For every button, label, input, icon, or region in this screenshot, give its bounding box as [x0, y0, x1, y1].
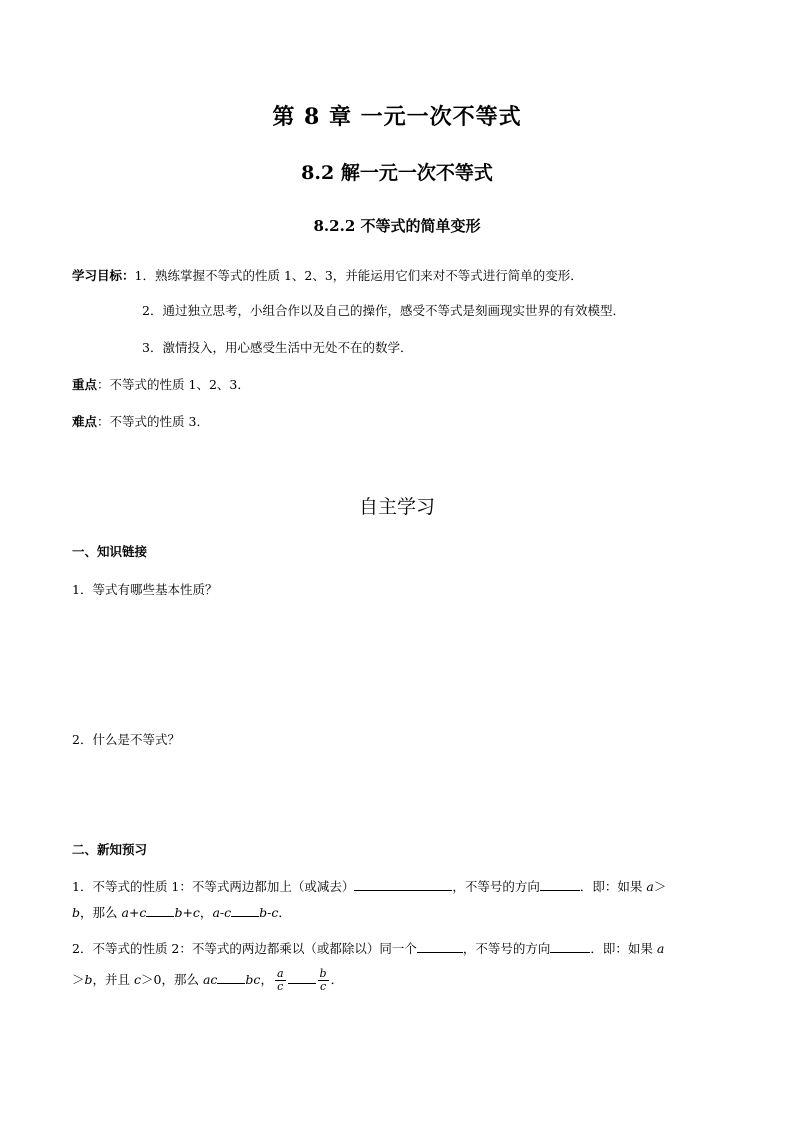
- var-b: b: [84, 972, 93, 987]
- objective-text-1: 1．熟练掌握不等式的性质 1、2、3，并能运用它们来对不等式进行简单的变形．: [134, 268, 583, 283]
- objectives-label: 学习目标：: [72, 268, 135, 283]
- property-2-line2: [72, 968, 343, 993]
- property-1-line2: [72, 904, 291, 921]
- answer-blank[interactable]: [231, 904, 259, 917]
- answer-blank[interactable]: [550, 940, 590, 953]
- fraction-b-over-c: [318, 968, 329, 993]
- self-study-title: 自主学习: [358, 496, 435, 518]
- property-1-text: ．即：如果: [579, 879, 647, 894]
- property-1-line1: [72, 878, 666, 895]
- objective-2: 2．通过独立思考，小组合作以及自己的操作，感受不等式是刻画现实世界的有效模型．: [142, 303, 625, 318]
- var-b: b: [72, 905, 81, 920]
- var-a: a: [646, 879, 654, 894]
- fraction-denominator: c: [277, 980, 284, 993]
- answer-blank[interactable]: [417, 940, 463, 953]
- section-title: 8.2 解一元一次不等式: [301, 162, 493, 184]
- answer-blank[interactable]: [354, 878, 452, 891]
- answer-blank[interactable]: [540, 878, 580, 891]
- question-1: 1．等式有哪些基本性质？: [72, 582, 218, 597]
- comma: ，: [199, 905, 213, 920]
- gt-symbol: ＞: [653, 879, 667, 894]
- property-1-text: 1．不等式的性质 1：不等式两边都加上（或减去）: [72, 879, 355, 894]
- property-2-text: ．即：如果: [590, 941, 657, 956]
- period: ．: [330, 972, 344, 987]
- fraction-denominator: c: [319, 980, 327, 993]
- property-2-text: 2．不等式的性质 2：不等式的两边都乘以（或都除以）同一个: [72, 941, 417, 956]
- fraction-numerator: b: [319, 967, 327, 980]
- difficult-point-text: ：不等式的性质 3．: [97, 414, 209, 429]
- property-2-text: ，并且: [92, 972, 135, 987]
- difficult-point: [72, 414, 209, 430]
- answer-blank[interactable]: [288, 971, 316, 984]
- expr-b-minus-c: b-c: [259, 905, 279, 920]
- comma: ，: [260, 972, 273, 987]
- answer-blank[interactable]: [146, 904, 174, 917]
- part2-heading: 二、新知预习: [72, 842, 148, 857]
- period: ．: [278, 905, 291, 920]
- fraction-a-over-c: [275, 968, 286, 993]
- var-a: a: [656, 941, 665, 956]
- chapter-title: 第 8 章 一元一次不等式: [272, 104, 522, 130]
- property-2-text: ＞0，那么: [141, 972, 203, 987]
- var-c: c: [134, 972, 142, 987]
- property-1-text: ，那么: [80, 905, 122, 920]
- key-point-text: ：不等式的性质 1、2、3．: [97, 377, 250, 392]
- objective-3: 3．激情投入，用心感受生活中无处不在的数学．: [142, 340, 413, 355]
- gt-symbol: ＞: [72, 972, 85, 987]
- property-2-line1: [72, 940, 664, 957]
- fraction-numerator: a: [276, 967, 284, 980]
- subsection-title: 8.2.2 不等式的简单变形: [313, 217, 481, 235]
- difficult-point-label: 难点: [72, 414, 98, 429]
- property-1-text: ，不等号的方向: [452, 879, 540, 894]
- key-point: [72, 377, 250, 393]
- expr-bc: bc: [245, 972, 261, 987]
- key-point-label: 重点: [72, 377, 98, 392]
- part1-heading: 一、知识链接: [72, 544, 148, 559]
- expr-ac: ac: [202, 972, 218, 987]
- question-2: 2．什么是不等式？: [72, 732, 180, 747]
- answer-blank[interactable]: [217, 971, 245, 984]
- objective-1: [72, 268, 583, 284]
- expr-a-plus-c: a+c: [121, 905, 147, 920]
- expr-a-minus-c: a-c: [212, 905, 232, 920]
- expr-b-plus-c: b+c: [174, 905, 200, 920]
- property-2-text: ，不等号的方向: [462, 941, 551, 956]
